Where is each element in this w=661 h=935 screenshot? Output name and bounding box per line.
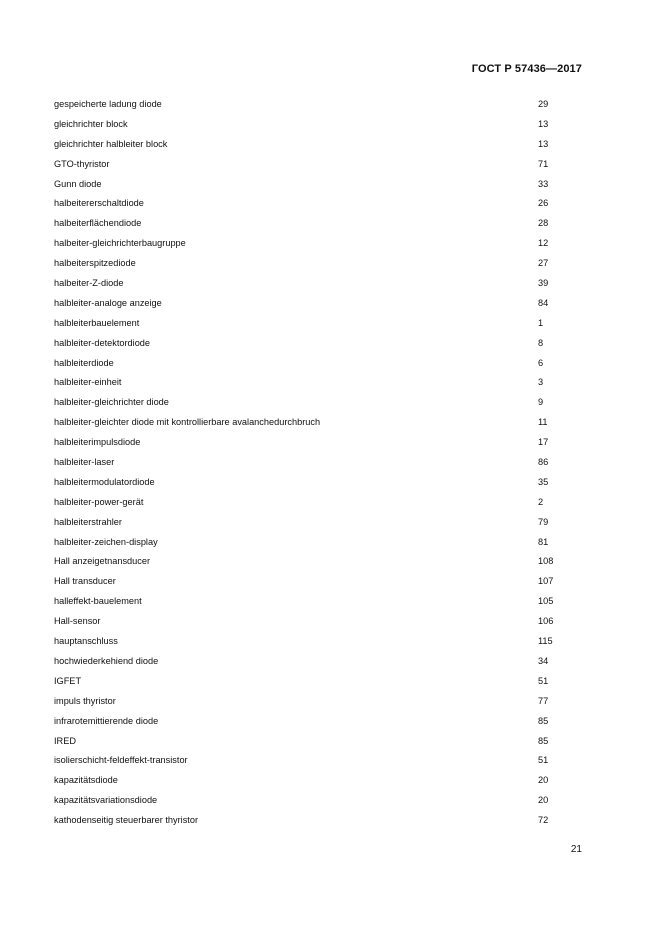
- index-page-ref: 20: [538, 775, 549, 786]
- index-entry: [54, 652, 574, 672]
- index-page-ref: 9: [538, 397, 544, 408]
- index-page-ref: 8: [538, 337, 544, 348]
- index-page-ref: 1: [538, 317, 544, 328]
- index-term: Hall-sensor: [54, 616, 101, 627]
- index-page-ref: 27: [538, 258, 549, 269]
- index-term: impuls thyristor: [54, 695, 116, 706]
- index-term: halbleiter-einheit: [54, 377, 122, 388]
- index-term: kapazitätsvariationsdiode: [54, 795, 158, 806]
- index-page-ref: 34: [538, 655, 549, 666]
- index-term: halbleiter-gleichter diode mit kontrollierbare avalanchedurchbruch: [54, 417, 321, 428]
- index-entry: [54, 274, 574, 294]
- index-entry: [54, 612, 574, 632]
- index-page-ref: 51: [538, 675, 549, 686]
- index-entry: [54, 254, 574, 274]
- index-entry: [54, 632, 574, 652]
- index-term: IGFET: [54, 675, 82, 686]
- index-term: hauptanschluss: [54, 636, 118, 647]
- index-term: halbleiter-laser: [54, 457, 115, 468]
- index-page-ref: 72: [538, 815, 549, 826]
- index-entry: [54, 194, 574, 214]
- index-term: halbeiterflächendiode: [54, 218, 142, 229]
- index-entry: [54, 751, 574, 771]
- index-entry: [54, 771, 574, 791]
- standard-code-header: ГОСТ Р 57436—2017: [471, 63, 582, 75]
- index-term: halbeiterspitzediode: [54, 258, 136, 269]
- term-index-list: [54, 95, 574, 831]
- index-page-ref: 33: [538, 178, 549, 189]
- index-entry: [54, 294, 574, 314]
- index-page-ref: 28: [538, 218, 549, 229]
- index-term: halbleiter-zeichen-display: [54, 536, 158, 547]
- index-term: kapazitätsdiode: [54, 775, 118, 786]
- index-page-ref: 13: [538, 138, 549, 149]
- index-term: halbleiterstrahler: [54, 516, 122, 527]
- index-page-ref: 11: [538, 417, 548, 428]
- index-page-ref: 2: [538, 496, 544, 507]
- index-entry: [54, 732, 574, 752]
- index-entry: [54, 115, 574, 135]
- index-term: hochwiederkehiend diode: [54, 655, 159, 666]
- index-term: isolierschicht-feldeffekt-transistor: [54, 755, 188, 766]
- index-entry: [54, 433, 574, 453]
- index-entry: [54, 373, 574, 393]
- index-term: kathodenseitig steuerbarer thyristor: [54, 815, 199, 826]
- index-page-ref: 12: [538, 238, 549, 249]
- index-term: Gunn diode: [54, 178, 102, 189]
- index-page-ref: 20: [538, 795, 549, 806]
- index-entry: [54, 334, 574, 354]
- index-entry: [54, 811, 574, 831]
- index-page-ref: 85: [538, 735, 549, 746]
- index-page-ref: 35: [538, 476, 549, 487]
- index-entry: [54, 473, 574, 493]
- page-number: 21: [570, 844, 582, 855]
- index-term: gleichrichter block: [54, 118, 128, 129]
- index-entry: [54, 791, 574, 811]
- index-entry: [54, 572, 574, 592]
- index-page-ref: 81: [538, 536, 549, 547]
- index-page-ref: 17: [538, 437, 549, 448]
- index-page-ref: 84: [538, 297, 549, 308]
- index-term: infrarotemittierende diode: [54, 715, 159, 726]
- index-term: halbleiterbauelement: [54, 317, 140, 328]
- index-page-ref: 3: [538, 377, 544, 388]
- index-entry: [54, 175, 574, 195]
- index-entry: [54, 354, 574, 374]
- index-entry: [54, 393, 574, 413]
- index-term: halbeitererschaltdiode: [54, 198, 144, 209]
- index-page-ref: 105: [538, 596, 554, 607]
- index-entry: [54, 214, 574, 234]
- index-page-ref: 26: [538, 198, 549, 209]
- index-term: halbeiter-gleichrichterbaugruppe: [54, 238, 186, 249]
- index-page-ref: 79: [538, 516, 549, 527]
- index-entry: [54, 692, 574, 712]
- index-term: halbleitermodulatordiode: [54, 476, 155, 487]
- index-term: Hall anzeigetnansducer: [54, 556, 151, 567]
- index-entry: [54, 155, 574, 175]
- index-term: GTO-thyristor: [54, 158, 110, 169]
- index-page-ref: 108: [538, 556, 554, 567]
- index-page-ref: 115: [538, 636, 553, 647]
- index-entry: [54, 314, 574, 334]
- index-page-ref: 77: [538, 695, 549, 706]
- index-entry: [54, 672, 574, 692]
- index-page-ref: 13: [538, 118, 549, 129]
- index-term: halbleiter-detektordiode: [54, 337, 151, 348]
- index-page-ref: 86: [538, 457, 549, 468]
- index-page-ref: 85: [538, 715, 549, 726]
- index-entry: [54, 493, 574, 513]
- index-entry: [54, 533, 574, 553]
- index-term: halbleiter-power-gerät: [54, 496, 144, 507]
- index-term: halbleiter-gleichrichter diode: [54, 397, 169, 408]
- index-term: halbleiterimpulsdiode: [54, 437, 141, 448]
- index-entry: [54, 513, 574, 533]
- index-entry: [54, 552, 574, 572]
- index-entry: [54, 592, 574, 612]
- index-entry: [54, 712, 574, 732]
- index-term: gespeicherte ladung diode: [54, 99, 162, 109]
- index-page-ref: 71: [538, 158, 549, 169]
- index-page-ref: 107: [538, 576, 554, 587]
- index-page-ref: 29: [538, 99, 549, 109]
- index-term: halbeiter-Z-diode: [54, 278, 124, 289]
- index-term: halleffekt-bauelement: [54, 596, 142, 607]
- index-page-ref: 39: [538, 278, 549, 289]
- index-entry: [54, 234, 574, 254]
- index-page-ref: 106: [538, 616, 554, 627]
- index-page-ref: 51: [538, 755, 549, 766]
- index-term: halbleiter-analoge anzeige: [54, 297, 162, 308]
- index-entry: [54, 95, 574, 115]
- index-term: gleichrichter halbleiter block: [54, 138, 168, 149]
- index-entry: [54, 453, 574, 473]
- index-page-ref: 6: [538, 357, 544, 368]
- index-entry: [54, 413, 574, 433]
- index-entry: [54, 135, 574, 155]
- index-term: halbleiterdiode: [54, 357, 114, 368]
- index-term: Hall transducer: [54, 576, 116, 587]
- index-term: IRED: [54, 735, 76, 746]
